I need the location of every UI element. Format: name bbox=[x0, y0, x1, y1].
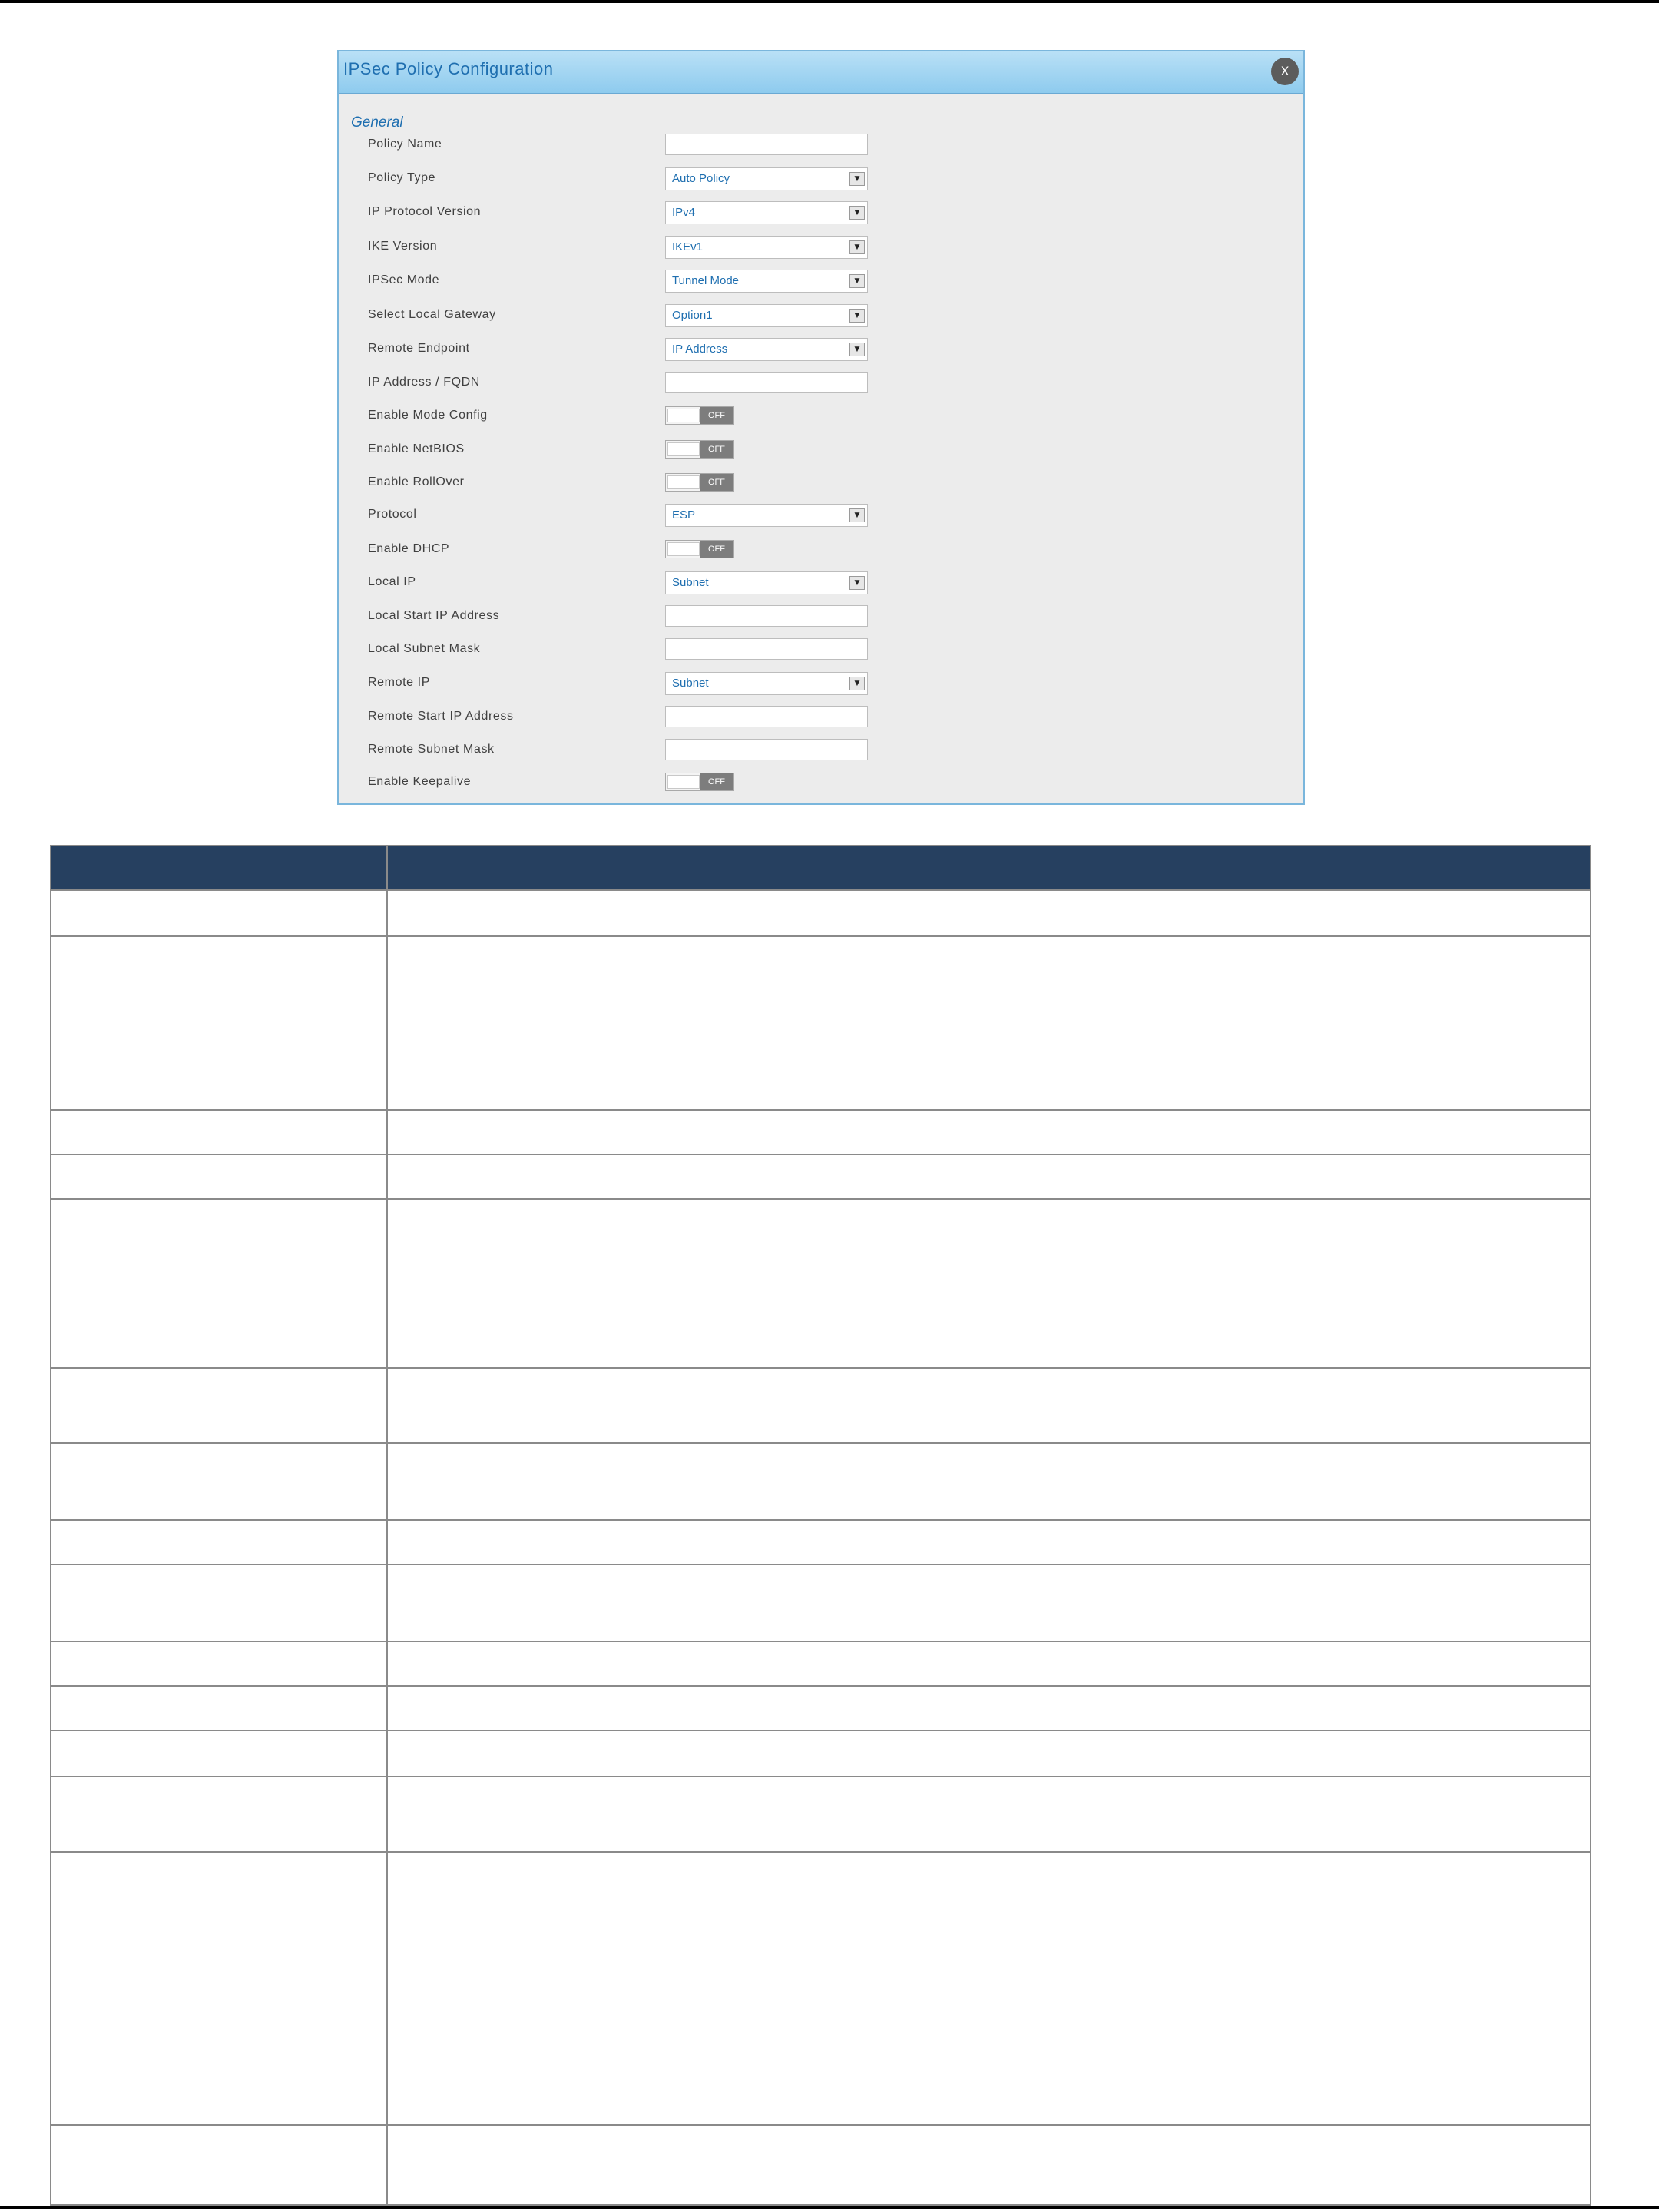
toggle-knob bbox=[667, 775, 700, 789]
toggle-knob bbox=[667, 442, 700, 456]
select-value: Option1 bbox=[672, 309, 713, 322]
text-input[interactable] bbox=[665, 739, 868, 760]
table-row bbox=[50, 1851, 1591, 2126]
chevron-down-icon[interactable]: ▼ bbox=[849, 172, 865, 186]
table-header bbox=[50, 845, 1591, 891]
toggle-state-label: OFF bbox=[700, 541, 733, 558]
form-row bbox=[339, 635, 1303, 666]
form-row bbox=[339, 736, 1303, 767]
close-icon[interactable]: X bbox=[1271, 58, 1299, 85]
ipsec-policy-dialog bbox=[337, 50, 1305, 805]
field-label: IPSec Mode bbox=[368, 273, 440, 286]
table-row bbox=[50, 1198, 1591, 1369]
chevron-down-icon[interactable]: ▼ bbox=[849, 343, 865, 356]
form-row bbox=[339, 703, 1303, 733]
table-row bbox=[50, 1367, 1591, 1444]
form-row bbox=[339, 535, 1303, 566]
chevron-down-icon[interactable]: ▼ bbox=[849, 576, 865, 590]
toggle-switch[interactable] bbox=[665, 540, 734, 558]
chevron-down-icon[interactable]: ▼ bbox=[849, 206, 865, 220]
dialog-header bbox=[339, 51, 1303, 94]
field-label: IP Address / FQDN bbox=[368, 376, 480, 389]
select-value: Tunnel Mode bbox=[672, 274, 739, 287]
select-value: ESP bbox=[672, 508, 696, 522]
column-divider bbox=[386, 937, 388, 1109]
text-input[interactable] bbox=[665, 605, 868, 627]
chevron-down-icon[interactable]: ▼ bbox=[849, 508, 865, 522]
chevron-down-icon[interactable]: ▼ bbox=[849, 274, 865, 288]
select-dropdown[interactable] bbox=[665, 672, 868, 695]
column-divider bbox=[386, 1200, 388, 1367]
field-label: IP Protocol Version bbox=[368, 205, 482, 218]
toggle-state-label: OFF bbox=[700, 441, 733, 458]
bottom-rule bbox=[0, 2206, 1659, 2209]
form-row bbox=[339, 198, 1303, 229]
table-row bbox=[50, 1776, 1591, 1853]
field-label: Remote IP bbox=[368, 676, 430, 689]
select-value: Auto Policy bbox=[672, 172, 730, 185]
column-divider bbox=[386, 2126, 388, 2204]
field-label: Remote Start IP Address bbox=[368, 710, 514, 723]
table-row bbox=[50, 1109, 1591, 1155]
select-dropdown[interactable] bbox=[665, 504, 868, 527]
chevron-down-icon[interactable]: ▼ bbox=[849, 240, 865, 254]
column-divider bbox=[386, 1853, 388, 2124]
select-dropdown[interactable] bbox=[665, 201, 868, 224]
field-label: Policy Name bbox=[368, 137, 442, 151]
form-row bbox=[339, 267, 1303, 297]
field-label: Select Local Gateway bbox=[368, 308, 496, 321]
toggle-state-label: OFF bbox=[700, 773, 733, 790]
text-input[interactable] bbox=[665, 638, 868, 660]
select-value: Subnet bbox=[672, 576, 709, 589]
form-row bbox=[339, 233, 1303, 263]
column-divider bbox=[386, 891, 388, 935]
column-divider bbox=[386, 1521, 388, 1564]
form-row bbox=[339, 568, 1303, 599]
field-label: Remote Subnet Mask bbox=[368, 743, 495, 756]
field-label: Enable DHCP bbox=[368, 542, 450, 555]
text-input[interactable] bbox=[665, 372, 868, 393]
select-value: IP Address bbox=[672, 343, 728, 356]
top-rule bbox=[0, 0, 1659, 3]
field-label: Local Start IP Address bbox=[368, 609, 500, 622]
field-label: Enable Keepalive bbox=[368, 775, 472, 788]
form-row bbox=[339, 335, 1303, 366]
toggle-switch[interactable] bbox=[665, 440, 734, 459]
toggle-knob bbox=[667, 475, 700, 489]
table-row bbox=[50, 1519, 1591, 1565]
toggle-knob bbox=[667, 409, 700, 422]
field-label: Enable RollOver bbox=[368, 475, 465, 488]
form-row bbox=[339, 301, 1303, 332]
field-label: Remote Endpoint bbox=[368, 342, 470, 355]
form-row bbox=[339, 768, 1303, 799]
section-title-general: General bbox=[351, 114, 403, 131]
toggle-switch[interactable] bbox=[665, 473, 734, 492]
form-row bbox=[339, 164, 1303, 195]
toggle-knob bbox=[667, 542, 700, 556]
table-row bbox=[50, 1154, 1591, 1200]
toggle-state-label: OFF bbox=[700, 407, 733, 424]
column-divider bbox=[386, 1731, 388, 1776]
form-row bbox=[339, 469, 1303, 499]
table-row bbox=[50, 1641, 1591, 1687]
table-row bbox=[50, 935, 1591, 1111]
chevron-down-icon[interactable]: ▼ bbox=[849, 309, 865, 323]
form-row bbox=[339, 501, 1303, 531]
text-input[interactable] bbox=[665, 134, 868, 155]
dialog-title: IPSec Policy Configuration bbox=[343, 59, 554, 78]
select-dropdown[interactable] bbox=[665, 236, 868, 259]
toggle-switch[interactable] bbox=[665, 406, 734, 425]
toggle-state-label: OFF bbox=[700, 474, 733, 491]
form-row bbox=[339, 131, 1303, 161]
field-label: Local Subnet Mask bbox=[368, 642, 481, 655]
column-divider bbox=[386, 1642, 388, 1685]
select-dropdown[interactable] bbox=[665, 270, 868, 293]
form-row bbox=[339, 669, 1303, 700]
field-label: Local IP bbox=[368, 575, 416, 588]
select-value: IPv4 bbox=[672, 206, 696, 219]
select-value: Subnet bbox=[672, 677, 709, 690]
table-row bbox=[50, 1564, 1591, 1642]
table-row bbox=[50, 2124, 1591, 2206]
form-row bbox=[339, 369, 1303, 399]
column-divider bbox=[386, 1687, 388, 1730]
field-label: Enable NetBIOS bbox=[368, 442, 465, 455]
select-value: IKEv1 bbox=[672, 240, 704, 253]
form-row bbox=[339, 402, 1303, 432]
select-dropdown[interactable] bbox=[665, 571, 868, 594]
select-dropdown[interactable] bbox=[665, 167, 868, 190]
form-row bbox=[339, 602, 1303, 633]
text-input[interactable] bbox=[665, 706, 868, 727]
column-divider bbox=[386, 1777, 388, 1851]
table-row bbox=[50, 1730, 1591, 1777]
field-label: Enable Mode Config bbox=[368, 409, 488, 422]
field-label: IKE Version bbox=[368, 240, 438, 253]
chevron-down-icon[interactable]: ▼ bbox=[849, 677, 865, 690]
select-dropdown[interactable] bbox=[665, 304, 868, 327]
column-divider bbox=[386, 1369, 388, 1442]
field-label: Policy Type bbox=[368, 171, 436, 184]
select-dropdown[interactable] bbox=[665, 338, 868, 361]
table-row bbox=[50, 1442, 1591, 1521]
form-row bbox=[339, 435, 1303, 466]
table-row bbox=[50, 1685, 1591, 1731]
column-divider bbox=[386, 1111, 388, 1154]
field-label: Protocol bbox=[368, 508, 417, 521]
header-divider bbox=[386, 846, 388, 889]
column-divider bbox=[386, 1155, 388, 1198]
toggle-switch[interactable] bbox=[665, 773, 734, 791]
table-row bbox=[50, 889, 1591, 937]
column-divider bbox=[386, 1565, 388, 1641]
column-divider bbox=[386, 1444, 388, 1519]
